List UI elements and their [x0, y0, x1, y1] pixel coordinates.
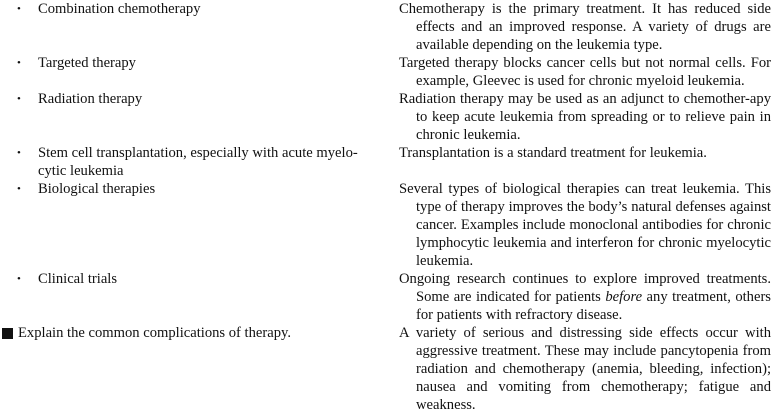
treatment-name: Biological therapies	[38, 181, 156, 197]
treatment-description: Transplantation is a standard treatment for leukemia.	[399, 145, 707, 161]
emphasis-text: before	[605, 289, 643, 305]
bullet-icon: •	[17, 3, 21, 15]
treatment-description: Several types of biological therapies can treat leukemia. This type of therapy improves the body’s natural defenses against cancer. Examples include monoclonal antibodies for chronic lymphocytic leukemia and interferon for chronic myelocytic leukemia.	[399, 181, 771, 269]
bullet-icon: •	[17, 183, 21, 195]
treatment-description: Targeted therapy blocks cancer cells but not normal cells. For example, Gleevec is used for chronic myeloid leukemia.	[399, 55, 771, 89]
treatment-description: Chemotherapy is the primary treatment. It has reduced side effects and an improved response. A variety of drugs are available depending on the leukemia type.	[399, 1, 771, 53]
treatment-name: Stem cell transplantation, especially with acute myelo-cytic leukemia	[38, 145, 358, 179]
treatment-description: Radiation therapy may be used as an adjunct to chemother-apy to keep acute leukemia from spreading or to relieve pain in chronic leukemia.	[399, 91, 771, 143]
treatment-name: Clinical trials	[38, 271, 118, 287]
description-text: any treatment, others for patients with refractory disease.	[416, 289, 771, 323]
objective-description: A variety of serious and distressing side effects occur with aggressive treatment. These may include pancytopenia from radiation and chemotherapy (anemia, bleeding, infection); nausea and vomiting from chemotherapy; fatigue and weakness.	[399, 325, 771, 413]
bullet-icon: •	[17, 57, 21, 69]
treatment-description	[399, 270, 771, 324]
objective-text: Explain the common complications of therapy.	[18, 325, 292, 341]
bullet-icon: •	[17, 273, 21, 285]
treatment-name: Radiation therapy	[38, 91, 143, 107]
square-bullet-icon	[2, 328, 13, 339]
bullet-icon: •	[17, 93, 21, 105]
treatment-name: Targeted therapy	[38, 55, 136, 71]
treatment-name: Combination chemotherapy	[38, 1, 201, 17]
description-text: Ongoing research continues to explore improved treatments. Some are indicated for patients	[399, 271, 771, 305]
bullet-icon: •	[17, 147, 21, 159]
